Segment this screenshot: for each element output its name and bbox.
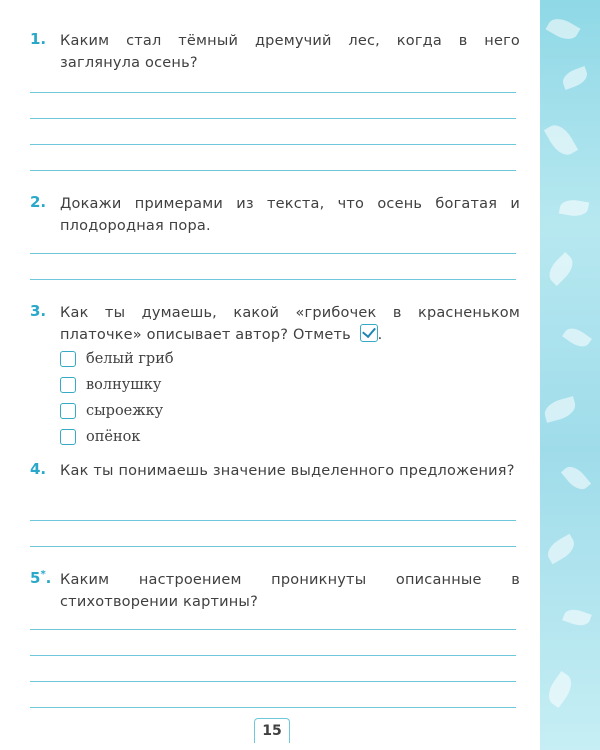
question-text: Докажи примерами из текста, что осень богатая и плодородная пора. [60,196,520,234]
checkbox[interactable] [60,403,76,419]
question-4 [30,460,520,482]
option-label: сыроежку [86,403,164,419]
question-number-digit: 5 [30,569,41,587]
option-label: белый гриб [86,351,174,367]
answer-line[interactable] [30,655,516,656]
question-text-part: Как ты думаешь, какой «грибочек в красненьком платочке» описывает автор? Отметь [60,305,520,343]
answer-line[interactable] [30,629,516,630]
difficulty-asterisk: * [40,569,46,580]
question-number [30,569,51,587]
answer-line[interactable] [30,546,516,547]
option-syroezhka[interactable] [60,400,163,422]
option-openok[interactable] [60,426,140,448]
answer-line[interactable] [30,681,516,682]
checkmark-in-box-icon [360,324,378,342]
question-1 [30,30,520,74]
option-volnushka[interactable] [60,374,161,396]
question-text: Каким настроением проникнуты описанные в стихотворении картины? [60,572,520,610]
question-5 [30,569,520,613]
checkbox[interactable] [60,351,76,367]
question-text: Как ты понимаешь значение выделенного предложения? [60,463,515,479]
checkbox[interactable] [60,429,76,445]
answer-line[interactable] [30,118,516,119]
checkbox[interactable] [60,377,76,393]
answer-line[interactable] [30,170,516,171]
question-2 [30,193,520,237]
option-label: опёнок [86,429,141,445]
answer-line[interactable] [30,520,516,521]
question-text-end: . [377,327,383,343]
option-beliy-grib[interactable] [60,348,174,370]
question-number: 2. [30,193,47,211]
option-label: волнушку [86,377,162,393]
page-number: 15 [254,718,290,743]
answer-line[interactable] [30,144,516,145]
decorative-leaf-strip [540,0,600,750]
question-number: 4. [30,460,47,478]
question-3 [30,302,520,346]
answer-line[interactable] [30,92,516,93]
answer-line[interactable] [30,253,516,254]
question-number-dot: . [45,569,52,587]
question-text: Каким стал тёмный дремучий лес, когда в него заглянула осень? [60,33,520,71]
answer-line[interactable] [30,707,516,708]
question-text [60,302,520,346]
answer-line[interactable] [30,279,516,280]
question-number: 1. [30,30,47,48]
question-number: 3. [30,302,47,320]
